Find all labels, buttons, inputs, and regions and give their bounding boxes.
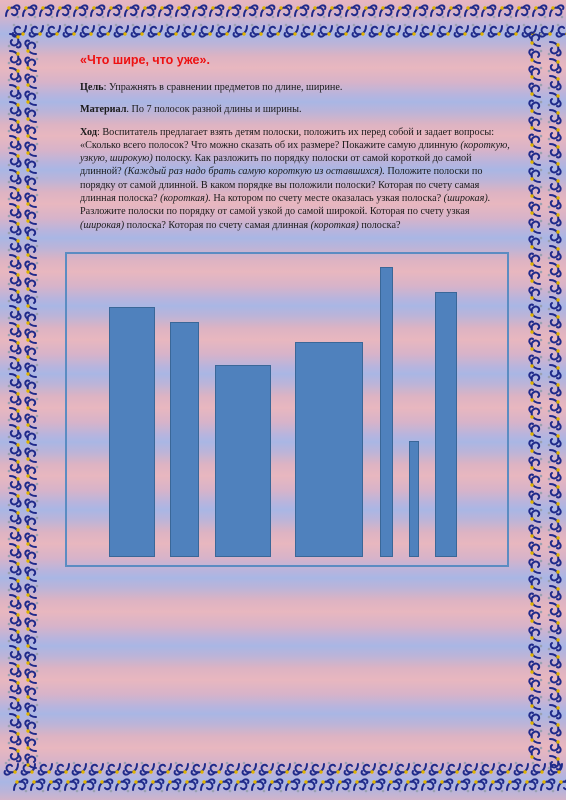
document-title: «Что шире, что уже». (80, 53, 210, 67)
material-text: . По 7 полосок разной длины и ширины. (126, 104, 302, 116)
goal-label: Цель (80, 82, 104, 93)
strip-3 (215, 365, 271, 557)
strip-7 (435, 292, 457, 557)
procedure-text-3: Положите полоски по порядку от самой длинной. В каком порядке вы положили полоски? Которая по счету самая длинная полоска? (80, 166, 483, 205)
goal-text: : Упражнять в сравнении предметов по длине, ширине. (103, 82, 343, 93)
procedure-italic-1: (короткую, узкую, широкую) (80, 139, 510, 165)
procedure-text-4: На котором по счету месте оказалась узкая полоска? (210, 193, 444, 205)
procedure-text-6: полоска? Которая по счету самая длинная (124, 219, 311, 231)
strips-illustration-frame (65, 252, 509, 567)
procedure-italic-5: (широкая) (80, 219, 125, 231)
strip-6 (409, 441, 419, 557)
procedure-italic-3: (короткая). (160, 193, 211, 205)
procedure-italic-4: (широкая). (443, 193, 491, 205)
strip-4 (295, 342, 363, 557)
procedure-italic-6: (короткая) (310, 219, 359, 231)
procedure-text-1: : Воспитатель предлагает взять детям полоски, положить их перед собой и задает вопросы: «Сколько всего полосок? Что можно сказать об их размере? Покажите самую длинную (80, 126, 495, 151)
procedure-text-2: полоску. Как разложить по порядку полоски от самой короткой до самой длинной? (80, 153, 472, 178)
strip-1 (109, 307, 155, 557)
goal-paragraph (80, 81, 512, 94)
procedure-text-7: полоска? (358, 219, 401, 231)
material-label: Материал (80, 104, 127, 116)
procedure-text-5: Разложите полоски по порядку от самой узкой до самой широкой. Которая по счету узкая (80, 206, 470, 218)
procedure-paragraph (80, 126, 512, 232)
document-body (80, 53, 512, 241)
procedure-italic-2: (Каждый раз надо брать самую короткую из оставшихся). (124, 166, 385, 178)
strip-5 (380, 267, 393, 557)
strip-2 (170, 322, 199, 557)
procedure-label: Ход (80, 126, 97, 138)
material-paragraph (80, 103, 512, 116)
